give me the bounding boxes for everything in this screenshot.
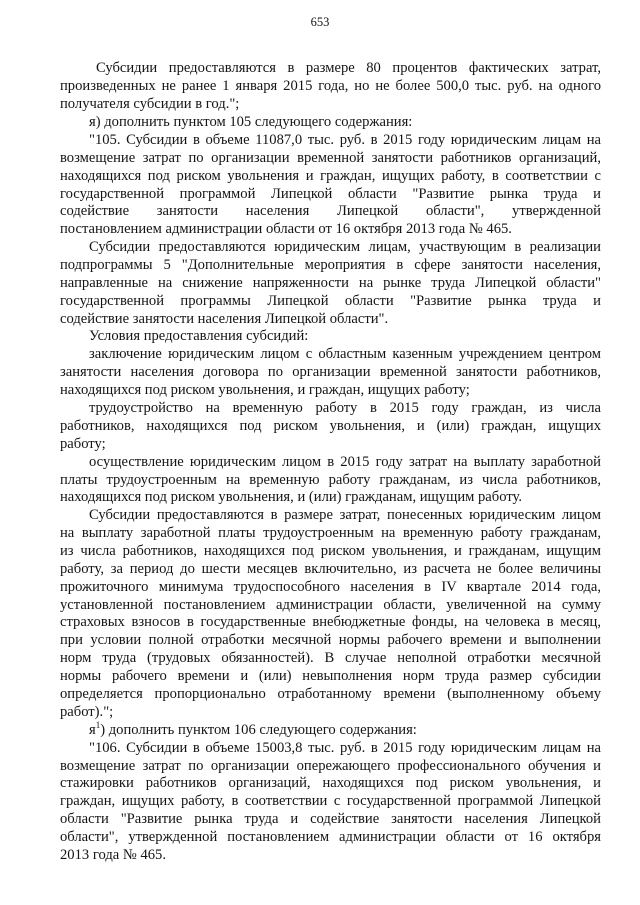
text-line: из числа работников, находящихся под риском увольнения, и гражданам, ищущим (60, 543, 601, 559)
text-line: постановлением администрации области от 16 октября 2013 года № 465. (60, 221, 512, 237)
text-fragment: я (89, 722, 96, 738)
text-line: находящихся под риском увольнения, и (или) гражданам, ищущим работу. (60, 489, 522, 505)
text-line: "105. Субсидии в объеме 11087,0 тыс. руб. в 2015 году юридическим лицам на (89, 132, 601, 148)
text-line: я) дополнить пунктом 105 следующего содержания: (89, 114, 413, 130)
text-line: при условии полной отработки месячной нормы рабочего времени и выполнении (60, 632, 601, 648)
text-line: норм труда (трудовых обязанностей). В случае неполной отработки месячной (60, 650, 601, 666)
text-line: находящихся под риском увольнения, и граждан, ищущих работу; (60, 382, 470, 398)
text-line: произведенных не ранее 1 января 2015 года, но не более 500,0 тыс. руб. на одного (60, 78, 601, 94)
text-line-with-superscript (89, 722, 601, 739)
text-line: заключение юридическим лицом с областным казенным учреждением центром (89, 346, 601, 362)
text-line: работу; (60, 436, 106, 452)
text-line: платы трудоустроенным на временную работу гражданам, из числа работников, (60, 472, 601, 488)
text-line: направленные на снижение напряженности на рынке труда Липецкой области" (60, 275, 601, 291)
text-line: работу, за период до шести месяцев включительно, из расчета не более величины (60, 561, 601, 577)
text-line: "106. Субсидии в объеме 15003,8 тыс. руб. в 2015 году юридическим лицам на (89, 740, 601, 756)
text-line: Субсидии предоставляются в размере 80 процентов фактических затрат, (96, 60, 601, 76)
text-line: Условия предоставления субсидий: (89, 328, 309, 344)
text-line: подпрограммы 5 "Дополнительные мероприятия в сфере занятости населения, (60, 257, 601, 273)
text-line: находящихся под риском увольнения и граждан, ищущих работу, в соответствии с (60, 168, 601, 184)
text-line: содействие занятости населения Липецкой области". (60, 311, 389, 327)
text-line: Субсидии предоставляются в размере затрат, понесенных юридическим лицом (89, 507, 601, 523)
text-line: трудоустройство на временную работу в 2015 году граждан, из числа (89, 400, 601, 416)
text-line: нормы рабочего времени и (или) невыполнения норм труда размер субсидии (60, 668, 601, 684)
text-line: осуществление юридическим лицом в 2015 году затрат на выплату заработной (89, 454, 601, 470)
text-line: определяется пропорционально отработанному времени (выполненному объему (60, 686, 601, 702)
text-line: получателя субсидии в год."; (60, 96, 240, 112)
text-line: Субсидии предоставляются юридическим лицам, участвующим в реализации (89, 239, 601, 255)
text-line: области "Развитие рынка труда и содействие занятости населения Липецкой (60, 811, 601, 827)
text-line: граждан, ищущих работу, в соответствии с государственной программой Липецкой (60, 793, 601, 809)
text-line: стажировки работников организаций, находящихся под риском увольнения, и (60, 775, 601, 791)
text-fragment: ) дополнить пунктом 106 следующего содержания: (100, 722, 417, 738)
text-line: возмещение затрат по организации временной занятости работников организаций, (60, 150, 601, 166)
text-line: страховых взносов в государственные внебюджетные фонды, на человека в месяц, (60, 614, 601, 630)
text-line: области", утвержденной постановлением администрации области от 16 октября (60, 829, 601, 845)
text-line: содействие занятости населения Липецкой области", утвержденной (60, 203, 601, 219)
text-line: 2013 года № 465. (60, 847, 166, 863)
text-line: работ)."; (60, 704, 114, 720)
page-number: 653 (310, 15, 330, 29)
text-line: государственной программой Липецкой области "Развитие рынка труда и (60, 186, 601, 202)
text-line: на выплату заработной платы трудоустроенным на временную работу гражданам, (60, 525, 601, 541)
text-line: возмещение затрат по организации опережающего профессионального обучения и (60, 758, 601, 774)
text-line: работников, находящихся под риском увольнения, и (или) граждан, ищущих (60, 418, 601, 434)
text-line: занятости населения договора по организации временной занятости работников, (60, 364, 601, 380)
text-line: государственной программы Липецкой области "Развитие рынка труда и (60, 293, 601, 309)
superscript: 1 (95, 720, 101, 731)
text-line: установленной постановлением администрации области, увеличенной на сумму (60, 597, 601, 613)
text-line: прожиточного минимума трудоспособного населения в IV квартале 2014 года, (60, 579, 601, 595)
